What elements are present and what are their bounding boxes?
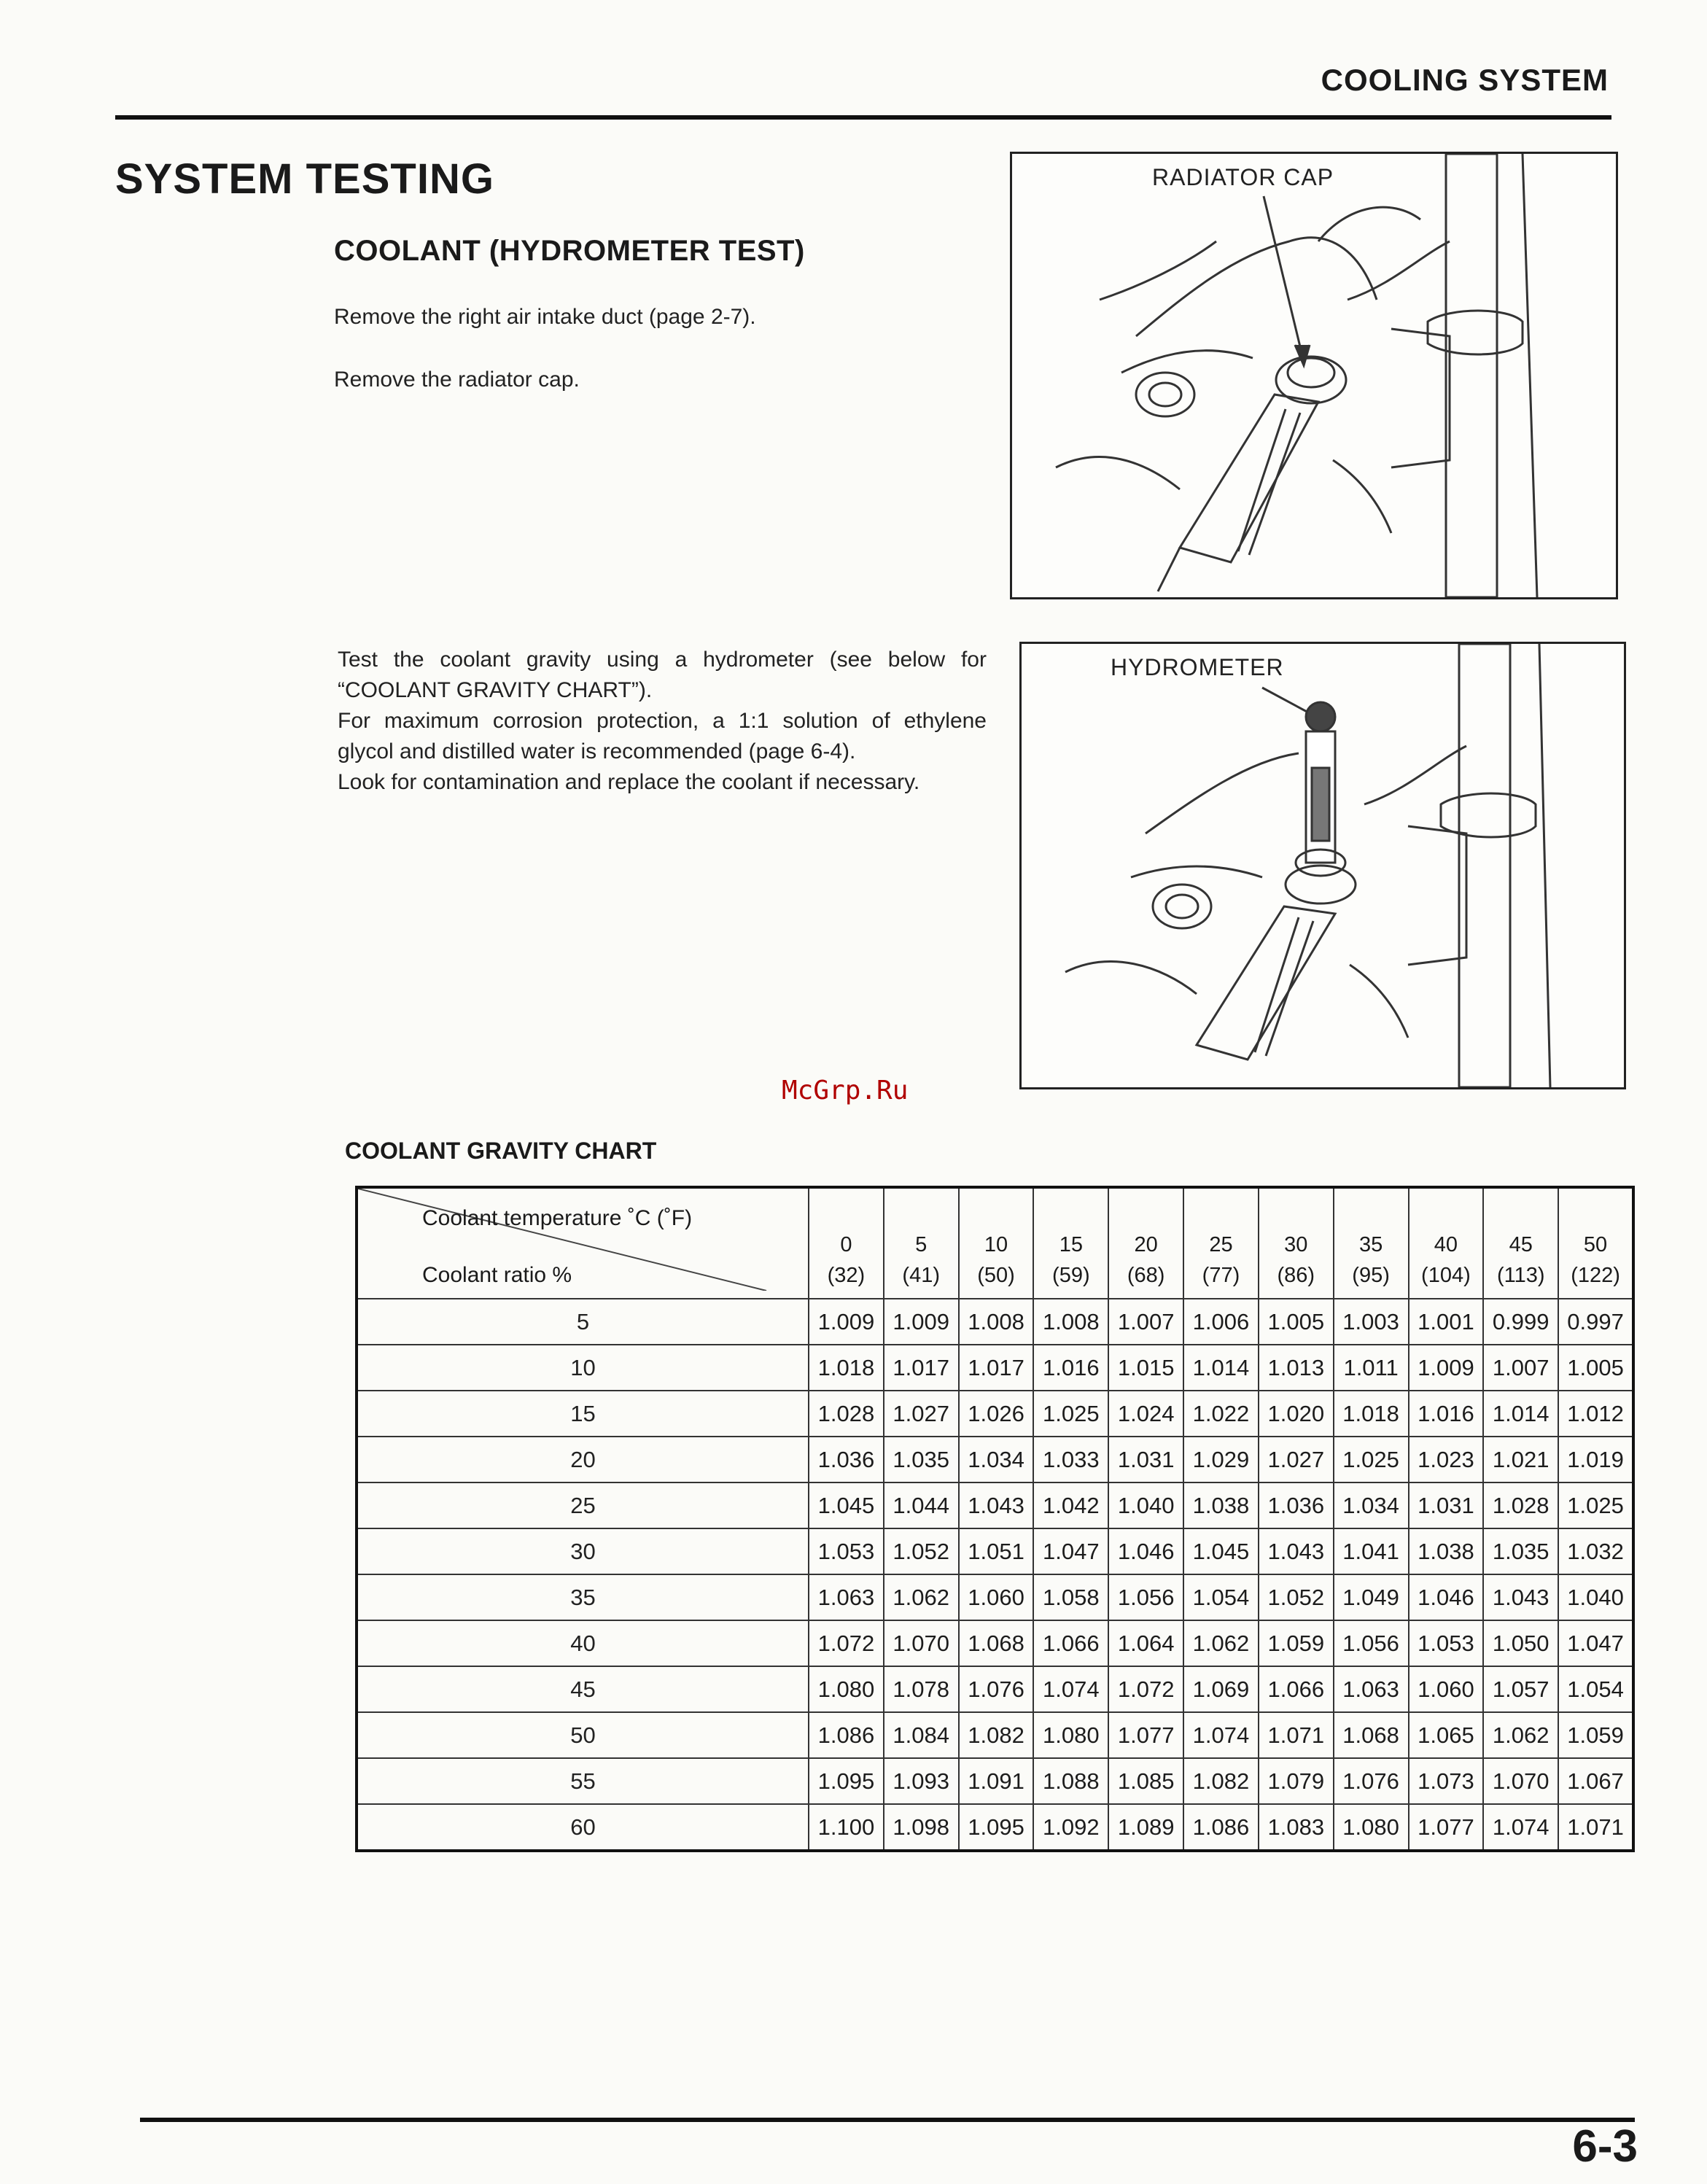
gravity-cell: 1.008: [1033, 1299, 1108, 1345]
gravity-cell: 1.052: [1259, 1574, 1334, 1620]
gravity-cell: 1.051: [959, 1528, 1034, 1574]
radiator-illustration: [1012, 154, 1616, 597]
gravity-cell: 1.009: [884, 1299, 959, 1345]
ratio-cell: 45: [357, 1666, 809, 1712]
temp-col-6: 30 (86): [1259, 1187, 1334, 1299]
gravity-cell: 1.036: [809, 1437, 884, 1482]
gravity-cell: 1.038: [1409, 1528, 1484, 1574]
gravity-cell: 1.050: [1483, 1620, 1558, 1666]
gravity-cell: 1.036: [1259, 1482, 1334, 1528]
gravity-cell: 1.063: [1334, 1666, 1409, 1712]
gravity-cell: 1.017: [884, 1345, 959, 1391]
gravity-cell: 1.020: [1259, 1391, 1334, 1437]
gravity-cell: 1.034: [959, 1437, 1034, 1482]
gravity-cell: 1.011: [1334, 1345, 1409, 1391]
table-row: [357, 1758, 1633, 1804]
gravity-cell: 1.032: [1558, 1528, 1633, 1574]
gravity-cell: 1.009: [1409, 1345, 1484, 1391]
table-row: [357, 1666, 1633, 1712]
gravity-cell: 1.058: [1033, 1574, 1108, 1620]
temp-col-4: 20 (68): [1108, 1187, 1183, 1299]
gravity-cell: 1.038: [1183, 1482, 1259, 1528]
gravity-cell: 1.060: [1409, 1666, 1484, 1712]
gravity-cell: 1.071: [1558, 1804, 1633, 1851]
gravity-cell: 1.100: [809, 1804, 884, 1851]
gravity-cell: 1.021: [1483, 1437, 1558, 1482]
gravity-cell: 1.074: [1033, 1666, 1108, 1712]
table-header-row: [357, 1187, 1633, 1299]
gravity-cell: 1.028: [809, 1391, 884, 1437]
radiator-cap-figure: [1010, 152, 1618, 599]
gravity-cell: 1.074: [1483, 1804, 1558, 1851]
temp-col-8: 40 (104): [1409, 1187, 1484, 1299]
gravity-cell: 1.008: [959, 1299, 1034, 1345]
gravity-cell: 1.031: [1409, 1482, 1484, 1528]
table-row: [357, 1299, 1633, 1345]
temp-col-1: 5 (41): [884, 1187, 959, 1299]
gravity-cell: 1.042: [1033, 1482, 1108, 1528]
hydrometer-illustration: [1022, 644, 1624, 1087]
table-row: [357, 1345, 1633, 1391]
table-row: [357, 1804, 1633, 1851]
gravity-cell: 1.043: [1483, 1574, 1558, 1620]
gravity-cell: 1.040: [1558, 1574, 1633, 1620]
test-line-2: For maximum corrosion protection, a 1:1 solution of ethylene glycol and distilled water is recommended (page 6-4).: [338, 709, 987, 763]
gravity-cell: 1.086: [809, 1712, 884, 1758]
gravity-cell: 1.031: [1108, 1437, 1183, 1482]
gravity-cell: 1.047: [1033, 1528, 1108, 1574]
gravity-cell: 1.041: [1334, 1528, 1409, 1574]
gravity-cell: 1.046: [1108, 1528, 1183, 1574]
gravity-cell: 1.005: [1259, 1299, 1334, 1345]
gravity-cell: 1.095: [959, 1804, 1034, 1851]
gravity-cell: 1.028: [1483, 1482, 1558, 1528]
temp-col-9: 45 (113): [1483, 1187, 1558, 1299]
gravity-cell: 1.040: [1108, 1482, 1183, 1528]
gravity-cell: 1.053: [809, 1528, 884, 1574]
ratio-cell: 55: [357, 1758, 809, 1804]
gravity-cell: 1.053: [1409, 1620, 1484, 1666]
test-line-1: Test the coolant gravity using a hydrometer (see below for “COOLANT GRAVITY CHART”).: [338, 648, 987, 702]
gravity-cell: 1.056: [1108, 1574, 1183, 1620]
gravity-cell: 1.070: [1483, 1758, 1558, 1804]
gravity-cell: 1.066: [1033, 1620, 1108, 1666]
chart-title: COOLANT GRAVITY CHART: [345, 1138, 657, 1164]
gravity-cell: 1.035: [1483, 1528, 1558, 1574]
table-body: [357, 1299, 1633, 1851]
gravity-cell: 1.003: [1334, 1299, 1409, 1345]
gravity-cell: 1.005: [1558, 1345, 1633, 1391]
gravity-cell: 1.077: [1108, 1712, 1183, 1758]
gravity-cell: 1.069: [1183, 1666, 1259, 1712]
temp-col-3: 15 (59): [1033, 1187, 1108, 1299]
gravity-cell: 1.062: [1483, 1712, 1558, 1758]
gravity-cell: 1.066: [1259, 1666, 1334, 1712]
gravity-cell: 1.086: [1183, 1804, 1259, 1851]
gravity-cell: 1.057: [1483, 1666, 1558, 1712]
table-corner-header: [357, 1187, 809, 1299]
gravity-cell: 1.070: [884, 1620, 959, 1666]
ratio-cell: 15: [357, 1391, 809, 1437]
ratio-cell: 10: [357, 1345, 809, 1391]
gravity-cell: 1.056: [1334, 1620, 1409, 1666]
gravity-cell: 1.054: [1558, 1666, 1633, 1712]
gravity-cell: 1.060: [959, 1574, 1034, 1620]
footer-rule: [140, 2118, 1635, 2122]
gravity-cell: 1.063: [809, 1574, 884, 1620]
gravity-cell: 1.007: [1483, 1345, 1558, 1391]
gravity-cell: 1.095: [809, 1758, 884, 1804]
gravity-cell: 1.015: [1108, 1345, 1183, 1391]
gravity-cell: 1.025: [1334, 1437, 1409, 1482]
gravity-cell: 1.025: [1033, 1391, 1108, 1437]
hydrometer-label: HYDROMETER: [1111, 654, 1284, 680]
temp-col-5: 25 (77): [1183, 1187, 1259, 1299]
gravity-cell: 1.047: [1558, 1620, 1633, 1666]
gravity-cell: 1.009: [809, 1299, 884, 1345]
temp-col-10: 50 (122): [1558, 1187, 1633, 1299]
gravity-cell: 0.997: [1558, 1299, 1633, 1345]
gravity-cell: 1.035: [884, 1437, 959, 1482]
watermark: McGrp.Ru: [782, 1076, 909, 1105]
gravity-cell: 1.014: [1183, 1345, 1259, 1391]
ratio-cell: 5: [357, 1299, 809, 1345]
gravity-cell: 1.077: [1409, 1804, 1484, 1851]
ratio-cell: 25: [357, 1482, 809, 1528]
gravity-cell: 1.082: [1183, 1758, 1259, 1804]
gravity-cell: 1.062: [884, 1574, 959, 1620]
gravity-cell: 1.076: [959, 1666, 1034, 1712]
ratio-cell: 30: [357, 1528, 809, 1574]
sub-title: COOLANT (HYDROMETER TEST): [334, 235, 805, 267]
gravity-cell: 1.084: [884, 1712, 959, 1758]
gravity-cell: 1.054: [1183, 1574, 1259, 1620]
temp-col-0: 0 (32): [809, 1187, 884, 1299]
gravity-cell: 1.014: [1483, 1391, 1558, 1437]
ratio-cell: 50: [357, 1712, 809, 1758]
ratio-header: Coolant ratio %: [422, 1263, 572, 1287]
gravity-cell: 1.078: [884, 1666, 959, 1712]
gravity-cell: 1.018: [1334, 1391, 1409, 1437]
hydrometer-figure: [1019, 642, 1626, 1089]
gravity-cell: 1.052: [884, 1528, 959, 1574]
header-rule: [115, 115, 1611, 120]
gravity-cell: 1.013: [1259, 1345, 1334, 1391]
table-row: [357, 1482, 1633, 1528]
coolant-gravity-table: [355, 1186, 1635, 1852]
page-title: SYSTEM TESTING: [115, 155, 494, 203]
gravity-cell: 1.022: [1183, 1391, 1259, 1437]
gravity-cell: 1.062: [1183, 1620, 1259, 1666]
gravity-cell: 1.091: [959, 1758, 1034, 1804]
table-row: [357, 1528, 1633, 1574]
temp-col-2: 10 (50): [959, 1187, 1034, 1299]
gravity-cell: 1.046: [1409, 1574, 1484, 1620]
section-header: COOLING SYSTEM: [1321, 63, 1609, 97]
gravity-cell: 1.071: [1259, 1712, 1334, 1758]
gravity-cell: 1.001: [1409, 1299, 1484, 1345]
temperature-header: Coolant temperature ˚C (˚F): [422, 1206, 693, 1230]
gravity-cell: 1.072: [809, 1620, 884, 1666]
gravity-cell: 1.018: [809, 1345, 884, 1391]
temp-col-7: 35 (95): [1334, 1187, 1409, 1299]
gravity-cell: 1.059: [1558, 1712, 1633, 1758]
gravity-cell: 1.076: [1334, 1758, 1409, 1804]
gravity-cell: 1.026: [959, 1391, 1034, 1437]
gravity-cell: 1.025: [1558, 1482, 1633, 1528]
instruction-2: Remove the radiator cap.: [334, 368, 580, 392]
gravity-cell: 1.027: [1259, 1437, 1334, 1482]
radiator-cap-label: RADIATOR CAP: [1152, 164, 1334, 190]
table-row: [357, 1437, 1633, 1482]
gravity-cell: 1.092: [1033, 1804, 1108, 1851]
gravity-cell: 1.043: [959, 1482, 1034, 1528]
gravity-cell: 1.074: [1183, 1712, 1259, 1758]
table-row: [357, 1620, 1633, 1666]
gravity-cell: 1.068: [959, 1620, 1034, 1666]
page-number: 6-3: [1572, 2121, 1638, 2172]
gravity-cell: 1.067: [1558, 1758, 1633, 1804]
gravity-cell: 1.080: [1033, 1712, 1108, 1758]
gravity-cell: 1.064: [1108, 1620, 1183, 1666]
gravity-cell: 1.044: [884, 1482, 959, 1528]
gravity-cell: 1.080: [1334, 1804, 1409, 1851]
gravity-cell: 1.045: [809, 1482, 884, 1528]
gravity-cell: 1.085: [1108, 1758, 1183, 1804]
gravity-cell: 1.082: [959, 1712, 1034, 1758]
gravity-cell: 1.089: [1108, 1804, 1183, 1851]
gravity-cell: 1.043: [1259, 1528, 1334, 1574]
ratio-cell: 40: [357, 1620, 809, 1666]
table-row: [357, 1574, 1633, 1620]
gravity-cell: 1.027: [884, 1391, 959, 1437]
ratio-cell: 60: [357, 1804, 809, 1851]
gravity-cell: 1.045: [1183, 1528, 1259, 1574]
gravity-cell: 1.080: [809, 1666, 884, 1712]
gravity-cell: 1.065: [1409, 1712, 1484, 1758]
gravity-cell: 0.999: [1483, 1299, 1558, 1345]
gravity-cell: 1.068: [1334, 1712, 1409, 1758]
gravity-cell: 1.072: [1108, 1666, 1183, 1712]
gravity-cell: 1.012: [1558, 1391, 1633, 1437]
gravity-cell: 1.024: [1108, 1391, 1183, 1437]
gravity-cell: 1.017: [959, 1345, 1034, 1391]
gravity-cell: 1.016: [1033, 1345, 1108, 1391]
table-row: [357, 1712, 1633, 1758]
gravity-cell: 1.098: [884, 1804, 959, 1851]
gravity-cell: 1.034: [1334, 1482, 1409, 1528]
ratio-cell: 20: [357, 1437, 809, 1482]
gravity-cell: 1.093: [884, 1758, 959, 1804]
gravity-cell: 1.033: [1033, 1437, 1108, 1482]
gravity-cell: 1.007: [1108, 1299, 1183, 1345]
gravity-cell: 1.079: [1259, 1758, 1334, 1804]
gravity-cell: 1.019: [1558, 1437, 1633, 1482]
table-row: [357, 1391, 1633, 1437]
gravity-cell: 1.088: [1033, 1758, 1108, 1804]
gravity-cell: 1.023: [1409, 1437, 1484, 1482]
gravity-cell: 1.083: [1259, 1804, 1334, 1851]
gravity-cell: 1.059: [1259, 1620, 1334, 1666]
gravity-cell: 1.029: [1183, 1437, 1259, 1482]
instruction-1: Remove the right air intake duct (page 2-7).: [334, 305, 756, 329]
gravity-cell: 1.049: [1334, 1574, 1409, 1620]
gravity-cell: 1.016: [1409, 1391, 1484, 1437]
test-paragraph: [338, 645, 987, 798]
gravity-cell: 1.073: [1409, 1758, 1484, 1804]
test-line-3: Look for contamination and replace the coolant if necessary.: [338, 770, 920, 794]
ratio-cell: 35: [357, 1574, 809, 1620]
gravity-cell: 1.006: [1183, 1299, 1259, 1345]
